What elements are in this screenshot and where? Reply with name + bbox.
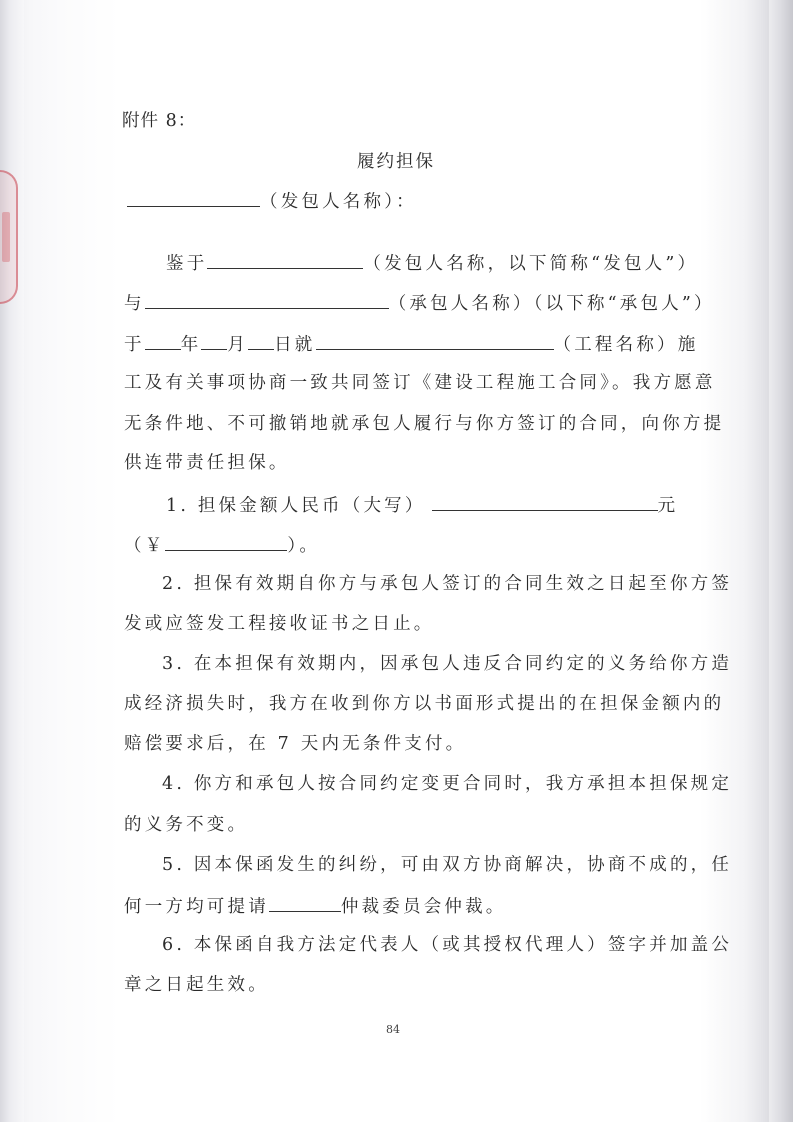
month-blank[interactable] (201, 335, 227, 350)
clause-1-text: 1. 担保金额人民币（大写） (166, 496, 426, 516)
amount-words-blank[interactable] (432, 496, 658, 511)
scan-shadow-left (0, 0, 24, 1122)
amount-figures-blank[interactable] (165, 536, 287, 551)
clause-6-line-1: 6. 本保函自我方法定代表人（或其授权代理人）签字并加盖公 (162, 935, 733, 955)
page-number: 84 (386, 1023, 400, 1036)
clause-3-line-1: 3. 在本担保有效期内，因承包人违反合同约定的义务给你方造 (162, 654, 733, 674)
employer-note: （发包人名称，以下简称“发包人”） (363, 254, 699, 274)
scan-shadow-right (769, 0, 793, 1122)
clause-5-line-2 (124, 897, 507, 917)
clause-1-line-1 (166, 496, 678, 516)
arbitration-prefix: 何一方均可提请 (124, 897, 269, 917)
project-name-blank[interactable] (316, 335, 554, 350)
clause-2-line-2: 发或应签发工程接收证书之日止。 (124, 614, 435, 634)
intro-on: 于 (124, 335, 145, 355)
year-label: 年 (180, 335, 202, 355)
day-blank[interactable] (248, 335, 274, 350)
clause-4-line-1: 4. 你方和承包人按合同约定变更合同时，我方承担本担保规定 (162, 774, 733, 794)
addressee-line (127, 192, 417, 212)
project-note: （工程名称）施 (553, 335, 699, 355)
month-label: 月 (227, 335, 249, 355)
intro-line-5: 无条件地、不可撤销地就承包人履行与你方签订的合同，向你方提 (124, 414, 725, 434)
clause-3-line-2: 成经济损失时，我方在收到你方以书面形式提出的在担保金额内的 (124, 694, 725, 714)
clause-3-line-3: 赔偿要求后，在 7 天内无条件支付。 (124, 734, 467, 754)
year-blank[interactable] (145, 335, 181, 350)
clause-2-line-1: 2. 担保有效期自你方与承包人签订的合同生效之日起至你方签 (162, 574, 733, 594)
addressee-suffix: （发包人名称）： (260, 192, 417, 212)
amount-open: （￥ (124, 536, 166, 556)
clause-6-line-2: 章之日起生效。 (124, 975, 269, 995)
arbitration-blank[interactable] (269, 897, 341, 912)
clause-4-line-2: 的义务不变。 (124, 815, 249, 835)
amount-close: ）。 (287, 536, 321, 556)
red-seal-stamp (0, 170, 18, 304)
intro-line-2 (124, 294, 715, 314)
contractor-blank[interactable] (145, 294, 389, 309)
employer-name-blank[interactable] (127, 192, 260, 207)
clause-1-line-2 (124, 536, 320, 556)
intro-prefix: 鉴于 (166, 254, 208, 274)
arbitration-suffix: 仲裁委员会仲裁。 (340, 897, 507, 917)
clause-5-line-1: 5. 因本保函发生的纠纷，可由双方协商解决，协商不成的，任 (162, 855, 733, 875)
intro-line-4: 工及有关事项协商一致共同签订《建设工程施工合同》。我方愿意 (124, 373, 716, 393)
intro-line-1 (166, 254, 698, 274)
day-label: 日就 (274, 335, 316, 355)
intro-line-6: 供连带责任担保。 (124, 453, 290, 473)
intro-line-3 (124, 335, 698, 355)
currency-unit: 元 (657, 496, 679, 516)
intro-and: 与 (124, 294, 145, 314)
attachment-label: 附件 8： (122, 111, 197, 131)
contractor-note: （承包人名称）（以下称“承包人”） (388, 294, 715, 314)
document-title: 履约担保 (357, 152, 435, 172)
employer-blank[interactable] (207, 254, 363, 269)
